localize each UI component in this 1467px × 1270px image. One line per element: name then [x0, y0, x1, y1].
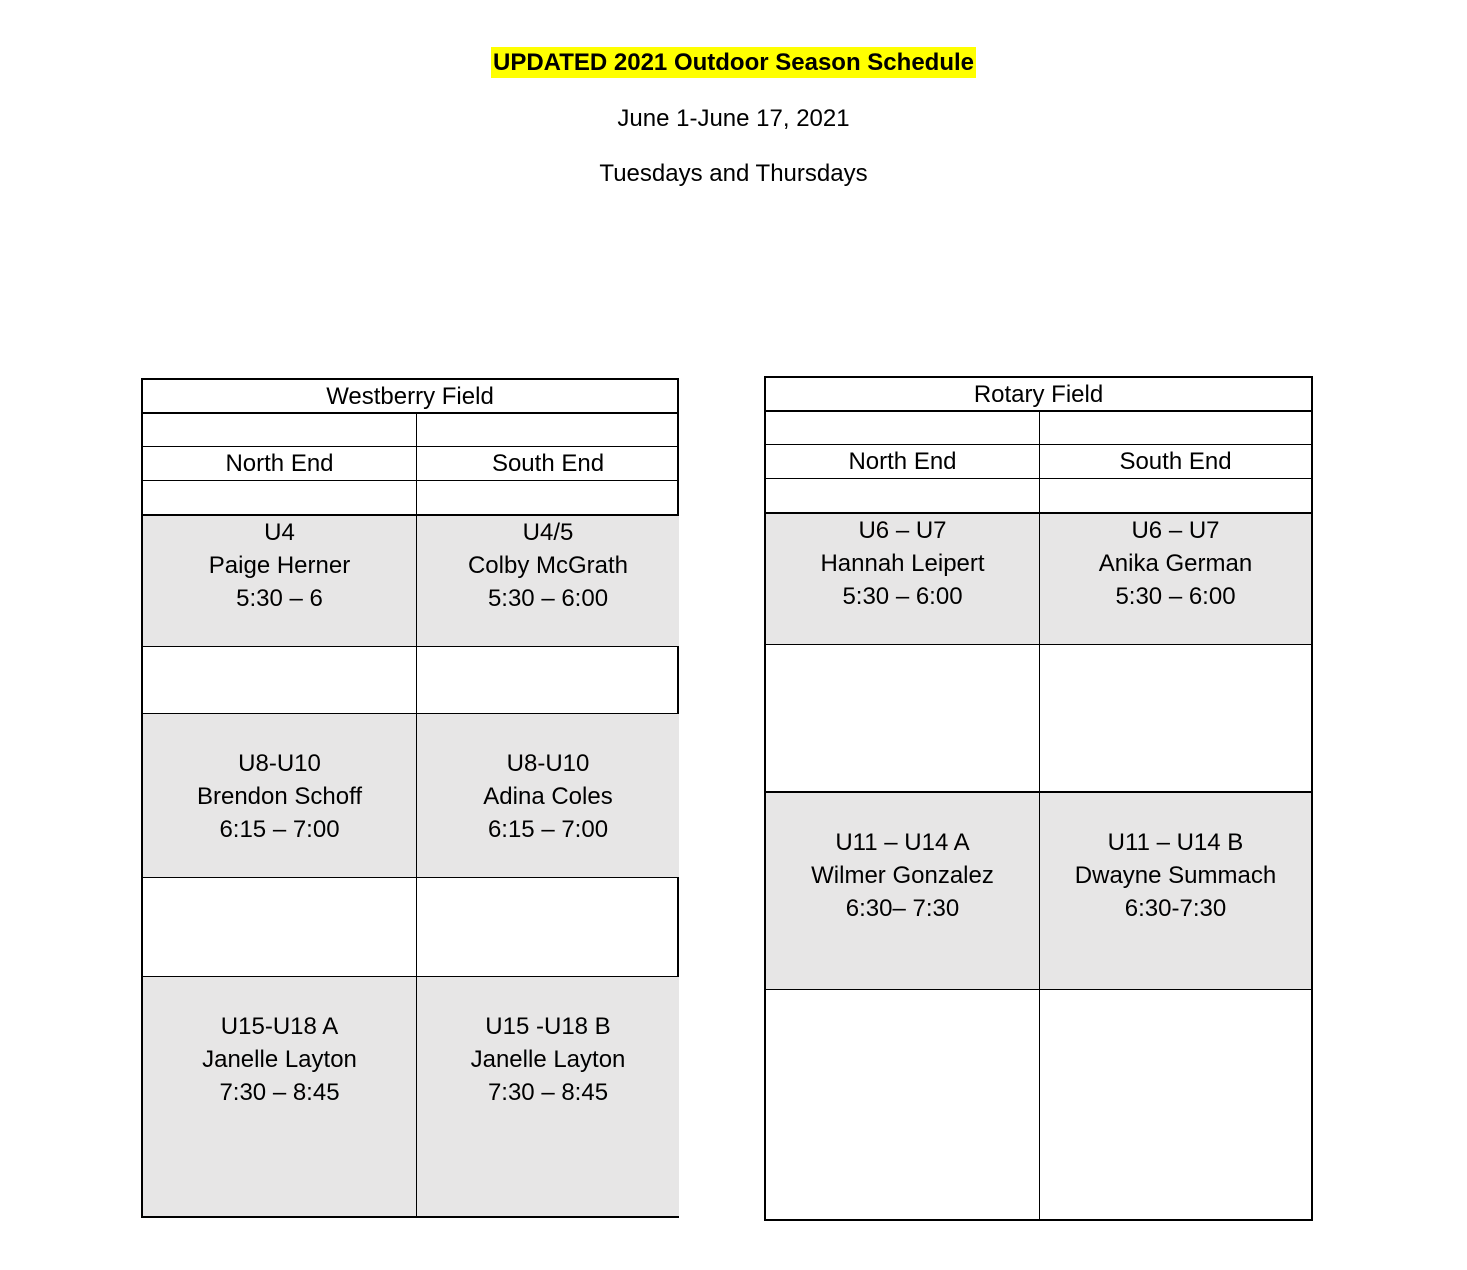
slot-north — [766, 793, 1039, 989]
coach-name: Brendon Schoff — [196, 783, 362, 810]
time-slot: 7:30 – 8:45 — [487, 1079, 609, 1106]
coach-name: Wilmer Gonzalez — [811, 862, 994, 889]
time-slot: 6:30– 7:30 — [845, 895, 960, 922]
coach-name: Dwayne Summach — [1074, 862, 1277, 889]
north-end-header: North End — [225, 450, 334, 477]
slot-south — [1040, 514, 1311, 644]
slot-south — [1040, 793, 1311, 989]
age-group: U8-U10 — [506, 750, 590, 777]
row-divider — [766, 644, 1311, 645]
coach-name: Janelle Layton — [470, 1046, 626, 1073]
time-slot: 6:15 – 7:00 — [487, 816, 609, 843]
age-group: U6 – U7 — [1131, 517, 1220, 544]
field-name: Westberry Field — [143, 380, 677, 414]
age-group: U15 -U18 B — [485, 1013, 611, 1040]
slot-north — [143, 516, 416, 646]
south-end-header: South End — [491, 450, 605, 477]
rotary-field-table — [764, 376, 1313, 1221]
coach-name: Paige Herner — [208, 552, 351, 579]
row-divider — [143, 480, 677, 481]
row-divider — [766, 989, 1311, 990]
slot-south — [417, 714, 679, 877]
coach-name: Hannah Leipert — [820, 550, 985, 577]
time-slot: 5:30 – 6:00 — [1115, 583, 1236, 610]
slot-south — [417, 516, 679, 646]
slot-north — [143, 714, 416, 877]
time-slot: 6:15 – 7:00 — [219, 816, 340, 843]
row-divider — [143, 877, 677, 878]
time-slot: 5:30 – 6:00 — [842, 583, 963, 610]
age-group: U15-U18 A — [220, 1013, 339, 1040]
date-range: June 1-June 17, 2021 — [617, 105, 850, 132]
age-group: U8-U10 — [238, 750, 321, 777]
row-divider — [143, 646, 677, 647]
south-end-header: South End — [1119, 448, 1232, 475]
schedule-title-text: UPDATED 2021 Outdoor Season Schedule — [493, 49, 974, 76]
slot-south — [417, 977, 679, 1216]
age-group: U11 – U14 A — [835, 829, 970, 856]
age-group: U4 — [264, 519, 295, 546]
schedule-title — [0, 49, 1467, 77]
westberry-field-table — [141, 378, 679, 1218]
coach-name: Colby McGrath — [467, 552, 629, 579]
field-name: Rotary Field — [766, 378, 1311, 412]
slot-north — [143, 977, 416, 1216]
age-group: U4/5 — [522, 519, 574, 546]
coach-name: Adina Coles — [483, 783, 613, 810]
coach-name: Anika German — [1098, 550, 1253, 577]
row-divider — [766, 478, 1311, 479]
slot-north — [766, 514, 1039, 644]
time-slot: 7:30 – 8:45 — [219, 1079, 340, 1106]
age-group: U11 – U14 B — [1107, 829, 1244, 856]
time-slot: 5:30 – 6:00 — [487, 585, 609, 612]
days-of-week: Tuesdays and Thursdays — [599, 160, 868, 187]
time-slot: 5:30 – 6 — [236, 585, 323, 612]
coach-name: Janelle Layton — [202, 1046, 357, 1073]
age-group: U6 – U7 — [858, 517, 947, 544]
time-slot: 6:30-7:30 — [1124, 895, 1227, 922]
north-end-header: North End — [848, 448, 957, 475]
